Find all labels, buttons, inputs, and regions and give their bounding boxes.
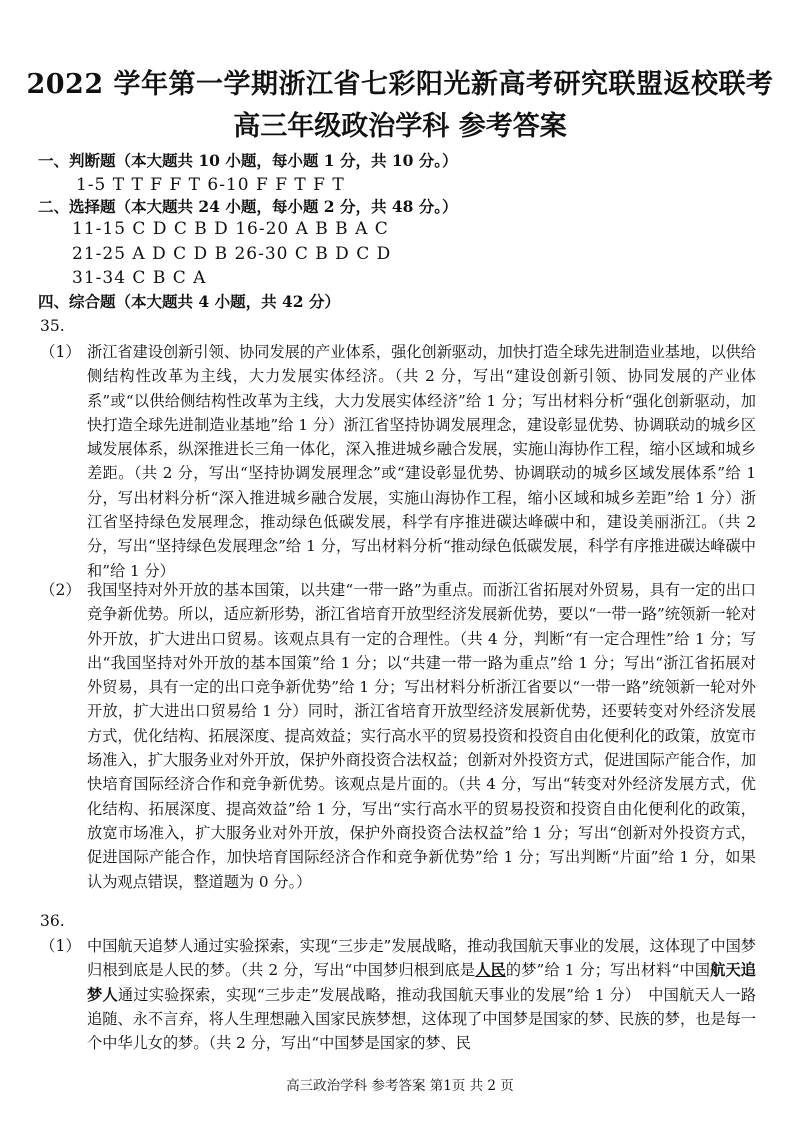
document-subtitle: 高三年级政治学科 参考答案 [233, 111, 567, 142]
q36-text-segment: 中国航天追梦人通过实验探索，实现“三步走”发展战略，推动我国航天事业的发展，这体现了中国梦归根到底是人民的梦。（共 2 分，写出“中国梦归根到底是 [87, 937, 756, 980]
q36-highlight-zhuimengren: 航天追梦人 [87, 961, 756, 1004]
q36-text-segment: 的梦”给 1 分；写出材料“中国 [505, 961, 711, 980]
page-footer: 高三政治学科 参考答案 第1页 共 2 页 [286, 1078, 514, 1094]
section-1-heading: 一、判断题（本大题共 10 小题，每小题 1 分，共 10 分。） [38, 151, 458, 170]
question-36-number: 36. [40, 912, 65, 930]
section-2-answers-row-3: 31-34 C B C A [72, 268, 207, 288]
q35-part-1-label: （1） [40, 343, 81, 361]
q36-part-1-text [87, 934, 756, 1055]
q36-part-1-label: （1） [40, 937, 81, 955]
q35-part-2-text: 我国坚持对外开放的基本国策，以共建“一带一路”为重点。而浙江省拓展对外贸易，具有一定的出口竞争新优势。所以，适应新形势，浙江省培育开放型经济发展新优势，要以“一带一路”统领新一轮对外开放，扩大进出口贸易。该观点具有一定的合理性。（共 4 分，判断“有一定合理性”给 1 分；写出“我国坚持对外开放的基本国策”给 1 分；以“共建一带一路为重点”给 1 分；写出“浙江省拓展对外贸易，具有一定的出口竞争新优势”给 1 分；写出材料分析浙江省要以“一带一路”统领新一轮对外开放，扩大进出口贸易给 1 分）同时，浙江省培育开放型经济发展新优势，还要转变对外经济发展方式，优化结构、拓展深度、提高效益；实行高水平的贸易投资和投资自由化便利化的政策，放宽市场准入，扩大服务业对外开放，保护外商投资合法权益；创新对外投资方式，促进国际产能合作，加快培育国际经济合作和竞争新优势。该观点是片面的。（共 4 分，写出“转变对外经济发展方式，优化结构、拓展深度、提高效益”给 1 分，写出“实行高水平的贸易投资和投资自由化便利化的政策，放宽市场准入，扩大服务业对外开放，保护外商投资合法权益”给 1 分；写出“创新对外投资方式，促进国际产能合作，加快培育国际经济合作和竞争新优势”给 1 分；写出判断“片面”给 1 分，如果认为观点错误，整道题为 0 分。） [87, 581, 756, 891]
q36-text-segment: 通过实验探索，实现“三步走”发展战略，推动我国航天事业的发展”给 1 分） 中国航天人一路追随、永不言弃，将人生理想融入国家民族梦想，这体现了中国梦是国家的梦、民族的梦，也是每一个中华儿女的梦。（共 2 分，写出“中国梦是国家的梦、民 [87, 985, 757, 1053]
question-35-number: 35. [40, 317, 65, 335]
q35-part-1-text: 浙江省建设创新引领、协同发展的产业体系，强化创新驱动，加快打造全球先进制造业基地，以供给侧结构性改革为主线，大力发展实体经济。（共 2 分，写出“建设创新引领、协同发展的产业体系”或“以供给侧结构性改革为主线，大力发展实体经济”给 1 分；写出材料分析“强化创新驱动，加快打造全球先进制造业基地”给 1 分）浙江省坚持协调发展理念，建设彰显优势、协调联动的城乡区域发展体系，纵深推进长三角一体化，深入推进城乡融合发展，实施山海协作工程，缩小区域和城乡差距。（共 2 分，写出“坚持协调发展理念”或“建设彰显优势、协调联动的城乡区域发展体系”给 1 分，写出材料分析“深入推进城乡融合发展，实施山海协作工程，缩小区域和城乡差距”给 1 分）浙江省坚持绿色发展理念，推动绿色低碳发展，科学有序推进碳达峰碳中和，建设美丽浙江。（共 2 分，写出“坚持绿色发展理念”给 1 分，写出材料分析“推动绿色低碳发展，科学有序推进碳达峰碳中和”给 1 分） [87, 343, 756, 580]
section-2-heading: 二、选择题（本大题共 24 小题，每小题 2 分，共 48 分。） [38, 197, 458, 216]
section-4-heading: 四、综合题（本大题共 4 小题，共 42 分） [38, 292, 340, 311]
section-2-answers-row-2: 21-25 A D C D B 26-30 C B D C D [72, 244, 392, 264]
q36-highlight-renmin: 人民 [475, 961, 506, 980]
document-title: 2022 学年第一学期浙江省七彩阳光新高考研究联盟返校联考 [26, 69, 774, 100]
section-1-answers: 1-5 T T F F T 6-10 F F T F T [76, 175, 345, 195]
section-2-answers-row-1: 11-15 C D C B D 16-20 A B B A C [72, 219, 389, 239]
q35-part-2-label: （2） [40, 581, 81, 599]
